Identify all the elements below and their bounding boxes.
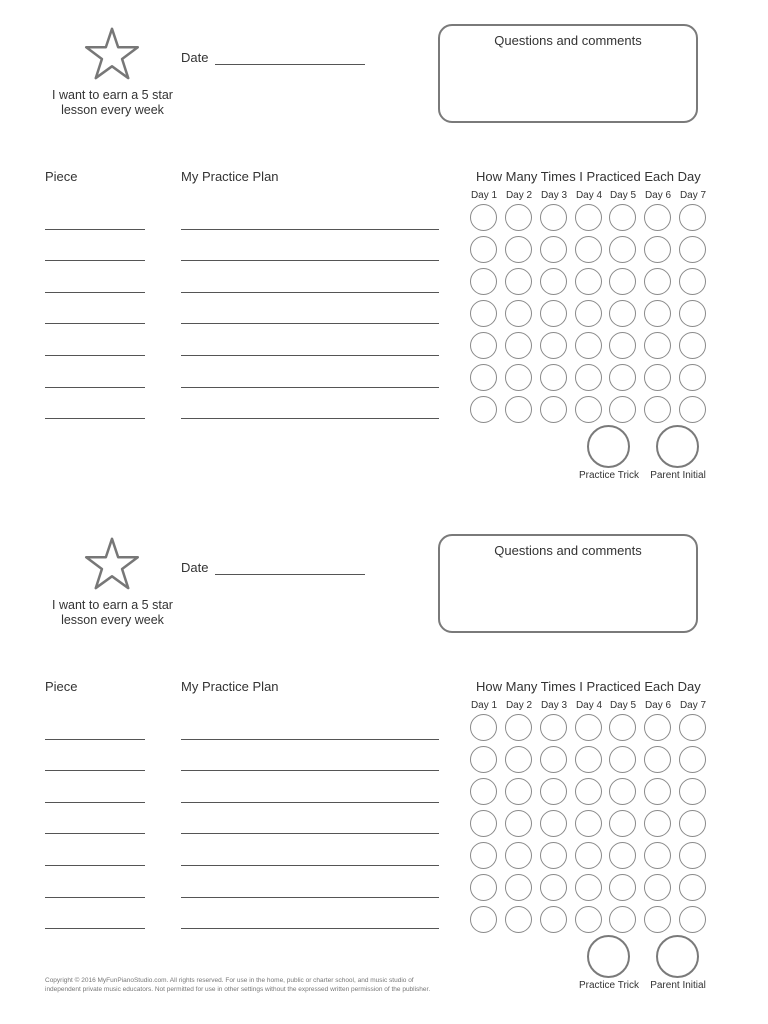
day-label: Day 6 (644, 700, 672, 711)
practice-circle[interactable] (644, 810, 671, 837)
practice-circle[interactable] (505, 204, 532, 231)
practice-circle[interactable] (470, 906, 497, 933)
practice-circle[interactable] (505, 810, 532, 837)
practice-plan-line[interactable] (181, 897, 439, 898)
practice-circle[interactable] (540, 874, 567, 901)
practice-circle[interactable] (470, 714, 497, 741)
practice-circle[interactable] (470, 332, 497, 359)
practice-circle[interactable] (609, 810, 636, 837)
piece-header: Piece (45, 679, 78, 694)
practice-plan-line[interactable] (181, 739, 439, 740)
practice-plan-line[interactable] (181, 355, 439, 356)
comments-title: Questions and comments (494, 543, 642, 558)
piece-line[interactable] (45, 865, 145, 866)
practice-plan-line[interactable] (181, 229, 439, 230)
goal-line-2: lesson every week (61, 103, 164, 117)
practice-circle[interactable] (679, 236, 706, 263)
practice-circle[interactable] (575, 842, 602, 869)
practice-circle[interactable] (540, 778, 567, 805)
day-label: Day 2 (505, 700, 533, 711)
practice-circle[interactable] (679, 778, 706, 805)
star-icon (84, 536, 140, 592)
practice-circle[interactable] (505, 300, 532, 327)
copyright-line-1: Copyright © 2016 MyFunPianoStudio.com. All rights reserved. For use in the home, public or charter school, and music studio of (45, 977, 414, 984)
practice-plan-line[interactable] (181, 323, 439, 324)
parent-initial-circle[interactable] (656, 425, 699, 468)
practice-trick-circle[interactable] (587, 425, 630, 468)
practice-circle[interactable] (470, 810, 497, 837)
practice-circle[interactable] (609, 236, 636, 263)
practice-circle[interactable] (609, 778, 636, 805)
practice-circle[interactable] (575, 714, 602, 741)
practice-circle[interactable] (679, 300, 706, 327)
practice-trick-label: Practice Trick (578, 980, 639, 991)
piece-line[interactable] (45, 355, 145, 356)
practice-circle[interactable] (505, 746, 532, 773)
practice-circle[interactable] (644, 332, 671, 359)
day-label: Day 3 (540, 700, 568, 711)
practice-circle[interactable] (609, 906, 636, 933)
piece-line[interactable] (45, 928, 145, 929)
day-label: Day 1 (470, 700, 498, 711)
piece-header: Piece (45, 169, 78, 184)
date-field[interactable] (215, 64, 365, 65)
practice-circle[interactable] (575, 906, 602, 933)
practice-circle[interactable] (540, 204, 567, 231)
comments-title: Questions and comments (494, 33, 642, 48)
piece-line[interactable] (45, 260, 145, 261)
practice-circle[interactable] (644, 842, 671, 869)
day-label: Day 2 (505, 190, 533, 201)
practice-circle[interactable] (575, 396, 602, 423)
practice-circle[interactable] (609, 364, 636, 391)
parent-initial-circle[interactable] (656, 935, 699, 978)
piece-line[interactable] (45, 323, 145, 324)
practice-circle[interactable] (575, 778, 602, 805)
practice-circle[interactable] (609, 300, 636, 327)
practice-plan-line[interactable] (181, 387, 439, 388)
practice-circle[interactable] (470, 236, 497, 263)
practice-circle[interactable] (540, 396, 567, 423)
practice-circle[interactable] (609, 842, 636, 869)
date-label: Date (181, 50, 209, 65)
parent-initial-label: Parent Initial (650, 980, 706, 991)
goal-text (40, 88, 185, 118)
practice-circle[interactable] (470, 364, 497, 391)
day-label: Day 5 (609, 190, 637, 201)
practice-count-header: How Many Times I Practiced Each Day (476, 169, 701, 184)
practice-sheet-1 (0, 0, 768, 500)
piece-line[interactable] (45, 802, 145, 803)
practice-sheet-2 (0, 510, 768, 1010)
practice-circle[interactable] (644, 746, 671, 773)
practice-circle[interactable] (644, 714, 671, 741)
practice-circle[interactable] (470, 204, 497, 231)
comments-box[interactable] (438, 24, 698, 123)
practice-circle[interactable] (540, 746, 567, 773)
practice-circle[interactable] (609, 204, 636, 231)
piece-line[interactable] (45, 418, 145, 419)
practice-circle[interactable] (679, 332, 706, 359)
practice-plan-line[interactable] (181, 802, 439, 803)
practice-circle[interactable] (679, 746, 706, 773)
goal-line-2: lesson every week (61, 613, 164, 627)
practice-trick-circle[interactable] (587, 935, 630, 978)
practice-circle[interactable] (505, 236, 532, 263)
practice-circle[interactable] (505, 332, 532, 359)
practice-circle[interactable] (644, 300, 671, 327)
day-label: Day 4 (575, 700, 603, 711)
practice-circle[interactable] (679, 842, 706, 869)
practice-circle[interactable] (679, 364, 706, 391)
practice-circle[interactable] (470, 396, 497, 423)
practice-circle[interactable] (609, 268, 636, 295)
practice-circle[interactable] (609, 746, 636, 773)
day-label: Day 3 (540, 190, 568, 201)
practice-circle[interactable] (540, 842, 567, 869)
practice-circle[interactable] (575, 204, 602, 231)
practice-circle[interactable] (644, 204, 671, 231)
practice-plan-header: My Practice Plan (181, 169, 279, 184)
practice-circle[interactable] (679, 906, 706, 933)
practice-circle[interactable] (575, 332, 602, 359)
practice-circle[interactable] (540, 906, 567, 933)
day-label: Day 7 (679, 700, 707, 711)
day-label: Day 5 (609, 700, 637, 711)
piece-line[interactable] (45, 770, 145, 771)
goal-line-1: I want to earn a 5 star (52, 88, 173, 102)
goal-text (40, 598, 185, 628)
practice-circle[interactable] (470, 842, 497, 869)
practice-circle[interactable] (540, 236, 567, 263)
practice-plan-header: My Practice Plan (181, 679, 279, 694)
practice-circle[interactable] (679, 874, 706, 901)
goal-line-1: I want to earn a 5 star (52, 598, 173, 612)
comments-box[interactable] (438, 534, 698, 633)
piece-line[interactable] (45, 292, 145, 293)
day-label: Day 4 (575, 190, 603, 201)
practice-circle[interactable] (575, 268, 602, 295)
practice-circle[interactable] (575, 364, 602, 391)
date-label: Date (181, 560, 209, 575)
piece-line[interactable] (45, 387, 145, 388)
practice-circle[interactable] (470, 300, 497, 327)
practice-circle[interactable] (679, 396, 706, 423)
practice-circle[interactable] (644, 396, 671, 423)
practice-circle[interactable] (644, 778, 671, 805)
practice-circle[interactable] (609, 332, 636, 359)
practice-circle[interactable] (679, 714, 706, 741)
practice-circle[interactable] (609, 874, 636, 901)
parent-initial-label: Parent Initial (650, 470, 706, 481)
practice-plan-line[interactable] (181, 770, 439, 771)
day-label: Day 6 (644, 190, 672, 201)
practice-plan-line[interactable] (181, 292, 439, 293)
practice-circle[interactable] (575, 300, 602, 327)
practice-circle[interactable] (540, 332, 567, 359)
practice-circle[interactable] (679, 810, 706, 837)
practice-circle[interactable] (540, 268, 567, 295)
practice-circle[interactable] (609, 396, 636, 423)
practice-circle[interactable] (679, 268, 706, 295)
practice-plan-line[interactable] (181, 260, 439, 261)
practice-circle[interactable] (470, 746, 497, 773)
practice-circle[interactable] (575, 874, 602, 901)
day-label: Day 7 (679, 190, 707, 201)
practice-circle[interactable] (644, 364, 671, 391)
practice-circle[interactable] (540, 714, 567, 741)
practice-circle[interactable] (470, 874, 497, 901)
piece-line[interactable] (45, 897, 145, 898)
practice-circle[interactable] (540, 300, 567, 327)
practice-circle[interactable] (505, 396, 532, 423)
practice-circle[interactable] (609, 714, 636, 741)
copyright-line-2: independent private music educators. Not permitted for use in other settings without the expressed written permission of the publisher. (45, 986, 431, 993)
practice-circle[interactable] (505, 906, 532, 933)
practice-circle[interactable] (644, 874, 671, 901)
practice-circle[interactable] (540, 364, 567, 391)
date-field[interactable] (215, 574, 365, 575)
practice-circle[interactable] (679, 204, 706, 231)
practice-circle[interactable] (505, 778, 532, 805)
practice-circle[interactable] (505, 714, 532, 741)
practice-circle[interactable] (505, 364, 532, 391)
practice-circle[interactable] (644, 268, 671, 295)
practice-count-header: How Many Times I Practiced Each Day (476, 679, 701, 694)
piece-line[interactable] (45, 739, 145, 740)
star-icon (84, 26, 140, 82)
practice-circle[interactable] (470, 268, 497, 295)
practice-circle[interactable] (575, 810, 602, 837)
copyright-notice (45, 976, 515, 994)
practice-circle[interactable] (644, 236, 671, 263)
piece-line[interactable] (45, 833, 145, 834)
practice-plan-line[interactable] (181, 833, 439, 834)
practice-circle[interactable] (575, 236, 602, 263)
practice-circle[interactable] (575, 746, 602, 773)
practice-circle[interactable] (505, 842, 532, 869)
practice-plan-line[interactable] (181, 418, 439, 419)
practice-circle[interactable] (644, 906, 671, 933)
practice-circle[interactable] (505, 874, 532, 901)
practice-circle[interactable] (505, 268, 532, 295)
practice-plan-line[interactable] (181, 865, 439, 866)
piece-line[interactable] (45, 229, 145, 230)
practice-trick-label: Practice Trick (578, 470, 639, 481)
practice-circle[interactable] (540, 810, 567, 837)
practice-circle[interactable] (470, 778, 497, 805)
day-label: Day 1 (470, 190, 498, 201)
practice-plan-line[interactable] (181, 928, 439, 929)
